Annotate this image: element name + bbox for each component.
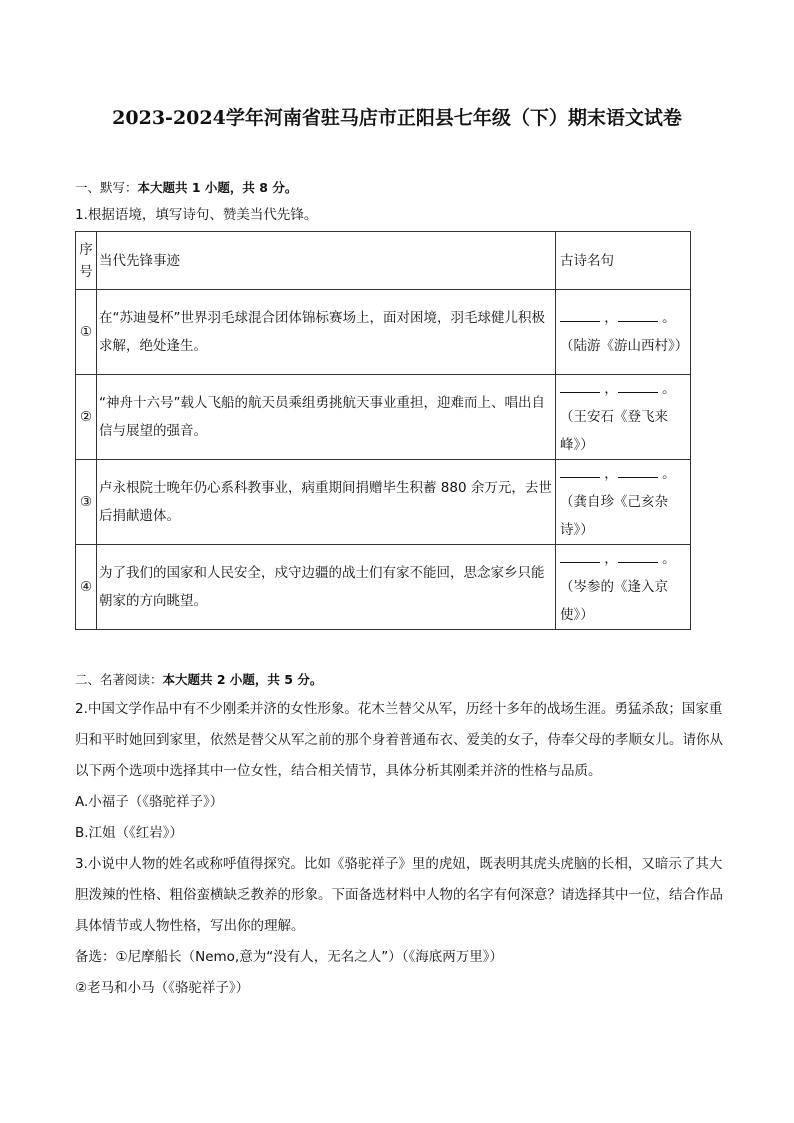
blank-line[interactable]: [560, 307, 600, 322]
section-1-prefix: 一、默写：: [75, 180, 138, 195]
table-row: [76, 290, 691, 375]
section-1-heading: [75, 178, 297, 196]
answer-blanks[interactable]: ， 。: [560, 460, 688, 488]
header-num: 序号: [76, 232, 97, 290]
row-deed: 为了我们的国家和人民安全，戍守边疆的战士们有家不能回，思念家乡只能朝家的方向眺望。: [97, 545, 556, 630]
q1-table: [75, 231, 691, 630]
blank-line[interactable]: [560, 548, 600, 563]
q2-text: 2.中国文学作品中有不少刚柔并济的女性形象。花木兰替父从军，历经十多年的战场生涯。勇猛杀敌；国家重归和平时她回到家里，依然是替父从军之前的那个身着普通布衣、爱美的女子，侍奉父母的孝顺女儿。请你从以下两个选项中选择其中一位女性，结合相关情节，具体分析其刚柔并济的性格与品质。: [75, 701, 723, 779]
poem-source: （龚自珍《己亥杂诗》）: [560, 494, 668, 538]
blank-line[interactable]: [618, 378, 658, 393]
section-2-heading: [75, 670, 322, 688]
row-deed: “神舟十六号”载人飞船的航天员乘组勇挑航天事业重担，迎难而上、唱出自信与展望的强音。: [97, 375, 556, 460]
row-num: ②: [76, 375, 97, 460]
row-poem: [556, 545, 691, 630]
blank-line[interactable]: [560, 463, 600, 478]
answer-blanks[interactable]: ， 。: [560, 545, 688, 573]
poem-source: （岑参的《逢入京使》）: [560, 579, 668, 623]
section-2-desc: 本大题共 2 小题，共 5 分。: [162, 672, 323, 687]
q3-option-2: ②老马和小马（《骆驼祥子》）: [75, 980, 250, 996]
q3-option-1: 备选：①尼摩船长（Nemo,意为“没有人，无名之人”）（《海底两万里》）: [75, 949, 503, 965]
q1-prompt: 1.根据语境，填写诗句、赞美当代先锋。: [75, 207, 318, 223]
poem-source: （王安石《登飞来峰》）: [560, 409, 668, 453]
page-title: 2023-2024学年河南省驻马店市正阳县七年级（下）期末语文试卷: [112, 107, 682, 129]
section-2-prefix: 二、名著阅读：: [75, 672, 163, 687]
section-1-desc: 本大题共 1 小题，共 8 分。: [137, 180, 298, 195]
row-num: ①: [76, 290, 97, 375]
q2-option-a: A.小福子（《骆驼祥子》）: [75, 794, 224, 810]
row-poem: [556, 460, 691, 545]
blank-line[interactable]: [618, 463, 658, 478]
row-num: ④: [76, 545, 97, 630]
poem-source: （陆游《游山西村》）: [560, 338, 689, 354]
row-poem: [556, 290, 691, 375]
table-row: [76, 460, 691, 545]
answer-blanks[interactable]: ， 。: [560, 375, 688, 403]
header-poem: 古诗名句: [556, 232, 691, 290]
row-num: ③: [76, 460, 97, 545]
q3-text: 3.小说中人物的姓名或称呼值得探究。比如《骆驼祥子》里的虎妞，既表明其虎头虎脑的长相，又暗示了其大胆泼辣的性格、粗俗蛮横缺乏教养的形象。下面备选材料中人物的名字有何深意？请选择其中一位，结合作品具体情节或人物性格，写出你的理解。: [75, 856, 723, 934]
table-row: [76, 375, 691, 460]
q2-option-b: B.江姐（《红岩》）: [75, 825, 184, 841]
table-header-row: [76, 232, 691, 290]
blank-line[interactable]: [618, 307, 658, 322]
row-deed: 卢永根院士晚年仍心系科教事业，病重期间捐赠毕生积蓄 880 余万元，去世后捐献遗体。: [97, 460, 556, 545]
row-deed: 在“苏迪曼杯”世界羽毛球混合团体锦标赛场上，面对困境，羽毛球健儿积极求解，绝处逢生。: [97, 290, 556, 375]
blank-line[interactable]: [560, 378, 600, 393]
table-row: [76, 545, 691, 630]
row-poem: [556, 375, 691, 460]
header-deed: 当代先锋事迹: [97, 232, 556, 290]
blank-line[interactable]: [618, 548, 658, 563]
answer-blanks[interactable]: ， 。: [560, 304, 688, 332]
